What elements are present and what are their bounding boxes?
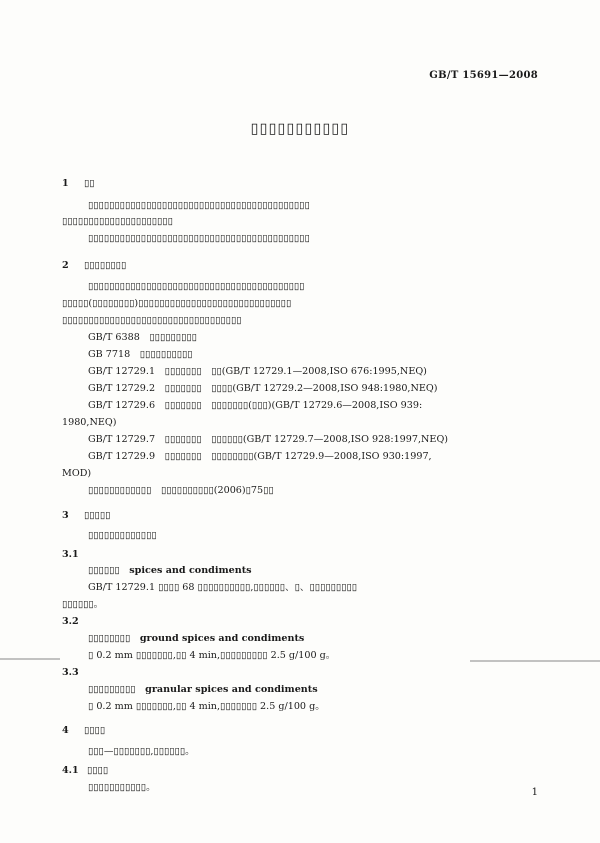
line-text: ▯▯▯▯▯▯▯▯▯▯▯▯▯▯▯▯▯▯▯▯▯▯▯▯▯▯▯▯▯▯▯▯▯▯▯▯▯▯▯▯▯▯ xyxy=(88,233,310,244)
section-number: 3.3 xyxy=(62,667,79,678)
text-line xyxy=(88,684,318,696)
line-text: GB 7718 ▯▯▯▯▯▯▯▯▯▯ xyxy=(88,349,193,360)
line-text: ▯▯▯▯▯▯▯▯▯▯▯▯▯▯▯▯▯▯▯▯▯▯▯▯▯▯▯▯▯▯▯▯▯▯ xyxy=(62,315,242,326)
text-line xyxy=(88,434,448,446)
text-line xyxy=(62,599,103,611)
text-line xyxy=(88,746,195,758)
text-line xyxy=(62,216,173,228)
section-heading xyxy=(62,510,110,522)
line-text: 1980,NEQ) xyxy=(62,417,117,428)
line-text: ▯▯▯▯▯▯▯▯ xyxy=(84,260,127,271)
text-line xyxy=(62,298,291,310)
section-number: 2 xyxy=(62,260,69,271)
section-number: 4 xyxy=(62,725,69,736)
line-text: GB/T 12729.7 ▯▯▯▯▯▯▯ ▯▯▯▯▯▯(GB/T 12729.7—2008,ISO 928:1997,NEQ) xyxy=(88,434,449,445)
section-heading xyxy=(62,725,105,737)
line-text: ▯▯▯▯▯▯▯▯▯▯▯▯▯▯▯▯▯▯▯▯▯▯▯▯▯▯▯▯▯▯▯▯▯▯▯▯▯▯▯▯▯ xyxy=(88,281,305,292)
line-text: GB/T 12729.9 ▯▯▯▯▯▯▯ ▯▯▯▯▯▯▯▯(GB/T 12729.9—2008,ISO 930:1997, xyxy=(88,451,432,462)
line-text: ▯ 0.2 mm ▯▯▯▯▯▯▯,▯▯ 4 min,▯▯▯▯▯▯▯ 2.5 g/100 g。 xyxy=(88,701,325,712)
text-line xyxy=(62,468,91,480)
text-line xyxy=(88,383,438,395)
text-line xyxy=(88,400,422,412)
page-number: 1 xyxy=(531,787,538,798)
line-text: ▯▯▯▯▯▯▯▯▯▯▯▯▯▯▯▯▯▯▯▯▯▯▯▯▯▯▯▯▯▯▯▯▯▯▯▯▯▯▯▯▯▯ xyxy=(88,200,310,211)
section-heading xyxy=(62,765,108,777)
text-line xyxy=(88,349,193,361)
text-line xyxy=(88,582,357,594)
text-line xyxy=(88,233,310,245)
section-number: 3.2 xyxy=(62,616,79,627)
line-text: ▯▯▯▯▯▯▯▯▯▯▯▯▯▯▯▯▯▯▯▯▯ xyxy=(62,216,173,227)
line-text: GB/T 12729.1 ▯▯▯▯ 68 ▯▯▯▯▯▯▯▯▯▯,▯▯▯▯▯▯、▯、▯▯▯▯▯▯▯▯▯ xyxy=(88,582,358,593)
text-line xyxy=(62,417,116,429)
line-text: GB/T 12729.6 ▯▯▯▯▯▯▯ ▯▯▯▯▯▯▯(▯▯▯)(GB/T 12729.6—2008,ISO 939: xyxy=(88,400,423,411)
section-number: 3 xyxy=(62,510,69,521)
section-heading xyxy=(62,178,95,190)
line-text: ▯▯▯▯▯▯▯▯▯▯▯▯▯ xyxy=(88,530,157,541)
line-text: ▯▯▯▯▯▯ spices and condiments xyxy=(88,565,252,576)
standard-code: GB/T 15691—2008 xyxy=(429,70,538,81)
line-text: MOD) xyxy=(62,468,92,479)
text-line xyxy=(88,281,304,293)
line-text: ▯▯▯▯▯(▯▯▯▯▯▯▯▯)▯▯▯▯▯▯▯▯▯▯▯▯▯▯▯▯▯▯▯▯▯▯▯▯▯▯▯▯▯ xyxy=(62,298,292,309)
text-line xyxy=(88,701,325,713)
document-title: ▯▯▯▯▯▯▯▯▯▯▯ xyxy=(250,120,350,137)
scan-artifact xyxy=(470,660,600,662)
line-text: GB/T 6388 ▯▯▯▯▯▯▯▯▯ xyxy=(88,332,197,343)
section-number: 3.1 xyxy=(62,549,79,560)
text-line xyxy=(88,650,335,662)
line-text: ▯▯▯▯▯▯。 xyxy=(62,599,104,610)
line-text: ▯▯▯▯▯▯▯▯▯▯▯▯ ▯▯▯▯▯▯▯▯▯▯(2006)▯75▯▯ xyxy=(88,485,274,496)
scan-artifact xyxy=(0,658,60,660)
text-line xyxy=(88,332,197,344)
section-heading xyxy=(62,260,126,272)
text-line xyxy=(88,565,252,577)
line-text: GB/T 12729.2 ▯▯▯▯▯▯▯ ▯▯▯▯(GB/T 12729.2—2008,ISO 948:1980,NEQ) xyxy=(88,383,438,394)
line-text: ▯▯▯▯▯▯▯▯ ground spices and condiments xyxy=(88,633,305,644)
text-line xyxy=(88,782,156,794)
line-text: ▯▯▯▯ xyxy=(84,725,106,736)
line-text: ▯▯▯—▯▯▯▯▯▯▯,▯▯▯▯▯▯。 xyxy=(88,746,195,757)
text-line xyxy=(88,633,304,645)
section-heading xyxy=(62,667,87,679)
text-line xyxy=(88,530,157,542)
text-line xyxy=(62,315,242,327)
line-text: GB/T 12729.1 ▯▯▯▯▯▯▯ ▯▯(GB/T 12729.1—2008,ISO 676:1995,NEQ) xyxy=(88,366,427,377)
text-line xyxy=(88,200,310,212)
line-text: ▯▯▯▯▯▯▯▯▯ granular spices and condiments xyxy=(88,684,318,695)
line-text: ▯▯▯▯▯▯▯▯▯▯▯。 xyxy=(88,782,156,793)
section-heading xyxy=(62,616,87,628)
section-number: 1 xyxy=(62,178,69,189)
line-text: ▯ 0.2 mm ▯▯▯▯▯▯▯,▯▯ 4 min,▯▯▯▯▯▯▯▯▯ 2.5 g/100 g。 xyxy=(88,650,336,661)
text-line xyxy=(88,366,427,378)
section-number: 4.1 xyxy=(62,765,79,776)
text-line xyxy=(88,485,274,497)
line-text: ▯▯▯▯▯ xyxy=(84,510,111,521)
text-line xyxy=(88,451,432,463)
line-text: ▯▯ xyxy=(84,178,95,189)
line-text: ▯▯▯▯ xyxy=(87,765,109,776)
section-heading xyxy=(62,549,87,561)
